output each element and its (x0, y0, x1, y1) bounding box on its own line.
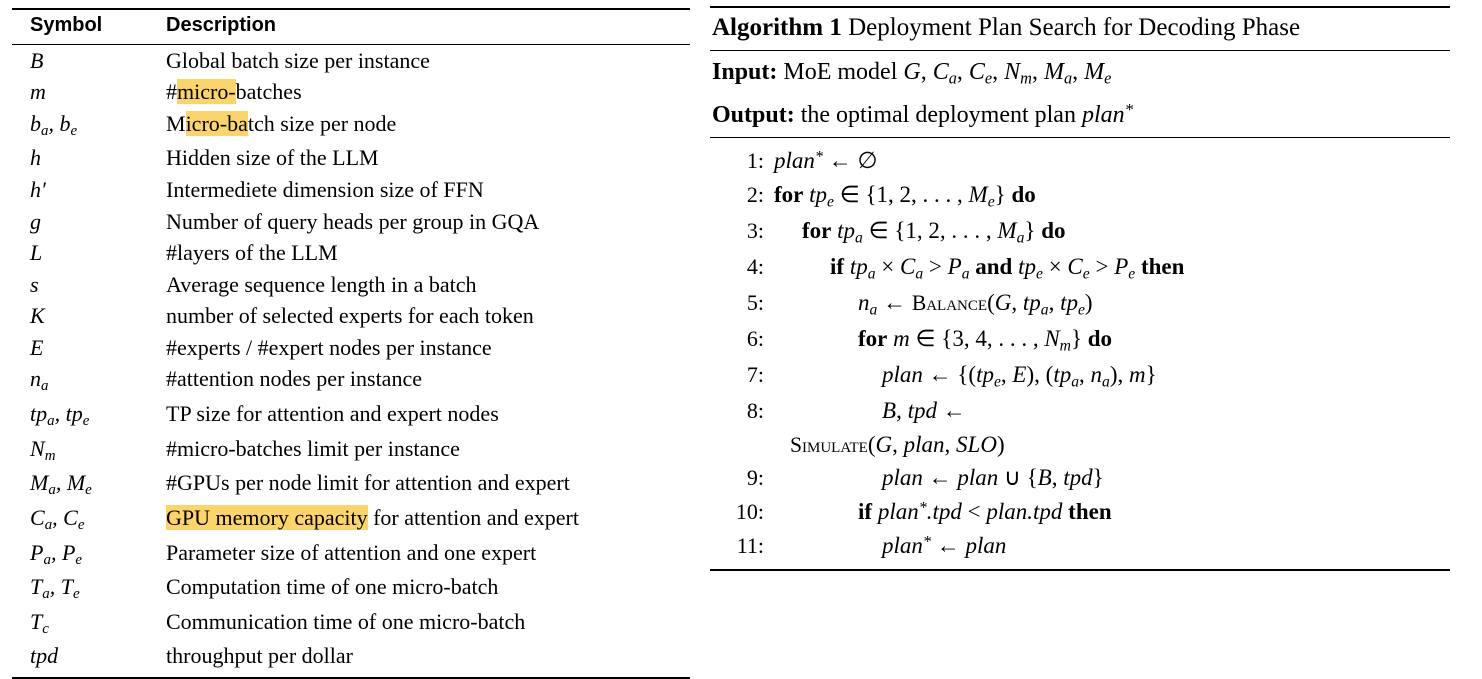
cell-description: throughput per dollar (166, 643, 353, 669)
cell-description: Average sequence length in a batch (166, 271, 477, 297)
cell-description: Computation time of one micro-batch (166, 574, 499, 600)
line-number: 7: (746, 361, 764, 387)
line-code: B, tpd ← (882, 397, 966, 423)
algorithm-panel (700, 0, 1470, 654)
cell-symbol: B (30, 47, 44, 73)
line-number: 1: (746, 148, 764, 174)
algorithm-step (710, 178, 1450, 214)
line-code: plan* ← plan (882, 532, 1007, 558)
line-code: plan ← {($tp_e$, E), ($tp_a$, $n_a$), m} (882, 361, 1157, 391)
table-row (12, 143, 690, 175)
algorithm-step (710, 358, 1450, 394)
cell-description: Intermediete dimension size of FFN (166, 176, 484, 202)
table-row (12, 468, 690, 503)
cell-symbol: m (30, 79, 46, 105)
cell-description: #layers of the LLM (166, 240, 338, 266)
algorithm-step (710, 144, 1450, 178)
algorithm-step (710, 286, 1450, 322)
cell-symbol: $P_a$, $P_e$ (30, 539, 83, 568)
table-row (12, 641, 690, 675)
input-label: Input: (712, 58, 778, 85)
algorithm-output-line (710, 94, 1450, 137)
table-row (12, 77, 690, 109)
cell-description: GPU memory capacity for attention and expert (166, 504, 579, 530)
table-row (12, 332, 690, 364)
line-code: if plan*.tpd < plan.tpd then (858, 499, 1112, 525)
line-code: $n_a$ ← Balance(G, $tp_a$, $tp_e$) (858, 289, 1093, 319)
cell-description: #GPUs per node limit for attention and expert (166, 470, 570, 496)
cell-description: number of selected experts for each token (166, 303, 534, 329)
cell-symbol: s (30, 271, 39, 297)
highlight-span: icro-ba (185, 110, 248, 136)
line-number: 11: (736, 532, 764, 558)
cell-symbol: $tp_a$, $tp_e$ (30, 401, 90, 430)
table-row (12, 206, 690, 238)
table-row (12, 572, 690, 607)
table-row (12, 108, 690, 143)
algorithm-step-continuation (710, 428, 1450, 462)
algorithm-box (710, 6, 1450, 571)
output-label: Output: (712, 102, 795, 129)
line-code: for $tp_a$ ∈ {1, 2, . . . , $M_a$} do (802, 218, 1066, 247)
line-code: if $tp_a \times C_a > P_a$ and $tp_e \times C_e > P_e$ then (830, 253, 1185, 283)
cell-description: Parameter size of attention and one expert (166, 539, 537, 565)
line-number: 5: (746, 289, 764, 315)
cell-description: Communication time of one micro-batch (166, 608, 526, 634)
cell-description: Hidden size of the LLM (166, 145, 379, 171)
cell-symbol: E (30, 334, 44, 360)
cell-description: Micro-batch size per node (166, 110, 397, 136)
column-header-description: Description (162, 9, 690, 45)
table-row (12, 301, 690, 333)
algorithm-label: Algorithm 1 (712, 14, 842, 41)
cell-description: Number of query heads per group in GQA (166, 208, 540, 234)
highlight-span: micro- (177, 79, 236, 105)
notation-table-head (12, 9, 690, 45)
table-row (12, 364, 690, 399)
table-row (12, 537, 690, 572)
notation-table-panel (0, 0, 700, 669)
notation-table-body (12, 45, 690, 676)
algorithm-input-line (710, 51, 1450, 95)
line-code: for $tp_e$ ∈ {1, 2, . . . , $M_e$} do (774, 182, 1036, 211)
table-row (12, 433, 690, 468)
cell-symbol: h′ (30, 176, 46, 202)
cell-description: #micro-batches limit per instance (166, 435, 460, 461)
cell-symbol: K (30, 303, 45, 329)
line-code: for m ∈ {3, 4, . . . , $N_m$} do (858, 325, 1113, 355)
algorithm-step (710, 461, 1450, 495)
output-text: the optimal deployment plan plan* (800, 100, 1134, 129)
algorithm-title (710, 8, 1450, 50)
highlight-span: GPU memory capacity (166, 504, 368, 530)
algorithm-step (710, 394, 1450, 428)
line-number: 9: (746, 465, 764, 491)
algorithm-step (710, 250, 1450, 286)
table-row (12, 45, 690, 77)
cell-symbol: $C_a$, $C_e$ (30, 504, 85, 534)
cell-symbol: $n_a$ (30, 366, 49, 395)
line-code: plan ← plan ∪ {B, tpd} (882, 465, 1104, 491)
cell-description: TP size for attention and expert nodes (166, 401, 499, 427)
cell-symbol: $T_a$, $T_e$ (30, 574, 80, 603)
cell-description: #micro-batches (166, 79, 302, 105)
table-row (12, 606, 690, 641)
table-row (12, 238, 690, 270)
algorithm-step (710, 322, 1450, 358)
line-number: 2: (746, 182, 764, 208)
line-code: Simulate(G, plan, SLO) (790, 431, 1005, 457)
table-row (12, 174, 690, 206)
line-code: plan* ← ∅ (774, 148, 878, 174)
table-row (12, 399, 690, 434)
algorithm-bottom-rule (710, 569, 1450, 571)
algorithm-step (710, 214, 1450, 250)
cell-symbol: $N_m$ (30, 435, 56, 464)
cell-symbol: L (30, 240, 43, 266)
algorithm-body (710, 138, 1450, 568)
cell-symbol: g (30, 208, 41, 234)
notation-table (12, 8, 690, 675)
table-row (12, 502, 690, 537)
line-number: 10: (735, 499, 764, 525)
line-number: 6: (746, 325, 764, 351)
cell-description: #experts / #expert nodes per instance (166, 334, 492, 360)
input-text: MoE model G, $C_a$, $C_e$, $N_m$, $M_a$, $M_e$ (783, 58, 1112, 88)
algorithm-step (710, 529, 1450, 563)
cell-description: #attention nodes per instance (166, 366, 422, 392)
table-header-row (12, 9, 690, 45)
line-number: 4: (746, 253, 764, 279)
line-number: 3: (746, 218, 764, 244)
cell-description: Global batch size per instance (166, 47, 430, 73)
algorithm-title-text: Deployment Plan Search for Decoding Phase (848, 14, 1301, 41)
algorithm-step (710, 495, 1450, 529)
cell-symbol: h (30, 145, 41, 171)
table-row (12, 269, 690, 301)
cell-symbol: $T_c$ (30, 608, 49, 638)
line-number: 8: (746, 397, 764, 423)
cell-symbol: $b_a$, $b_e$ (30, 110, 78, 139)
cell-symbol: tpd (30, 643, 59, 669)
column-header-symbol: Symbol (12, 9, 162, 45)
cell-symbol: $M_a$, $M_e$ (30, 470, 92, 499)
